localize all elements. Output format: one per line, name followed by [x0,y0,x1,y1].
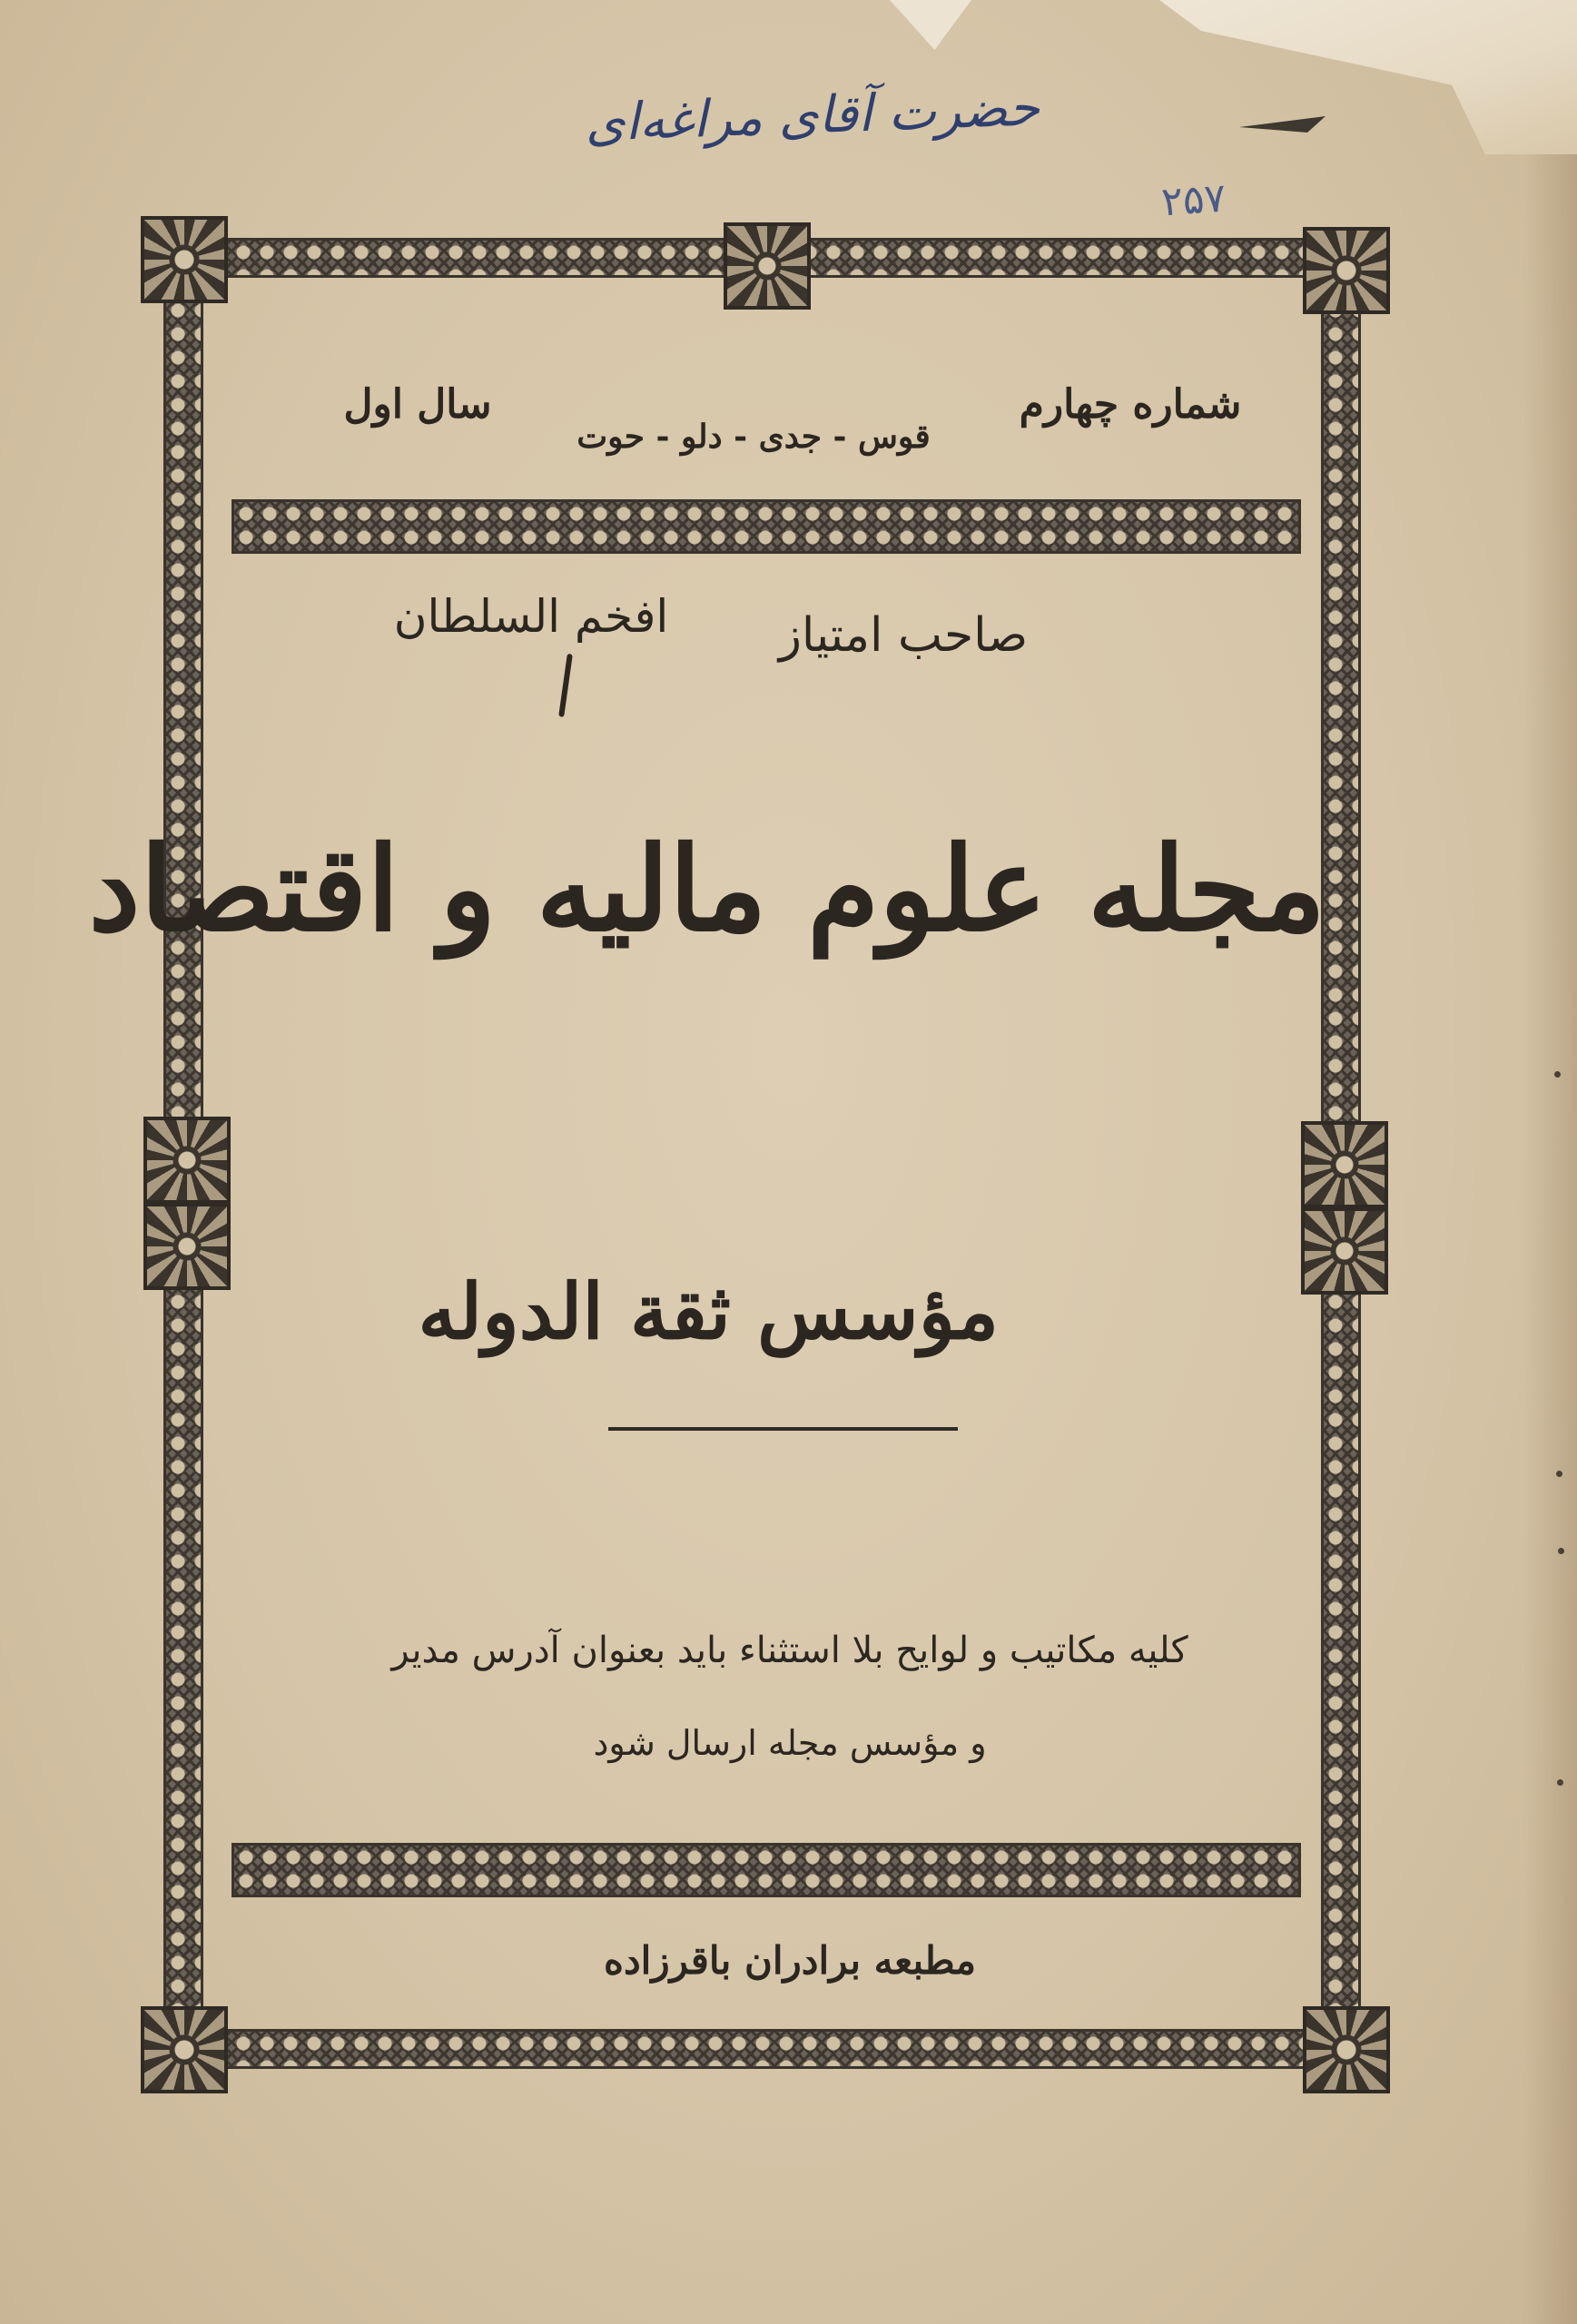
catalog-number: ۲۵۷ [1159,174,1227,226]
frame-corner-ornament [141,216,228,303]
frame-right-ornament [1301,1121,1388,1208]
issue-number: شماره چهارم [1019,381,1242,428]
paper-edge-shadow [1523,0,1577,2324]
correspondence-notice-line-1: کلیه مکاتیب و لوایح بلا استثناء باید بعنوان آدرس مدیر [391,1630,1188,1671]
frame-right-ornament [1301,1207,1388,1295]
frame-bottom-border [182,2029,1375,2069]
correspondence-notice-line-2: و مؤسس مجله ارسال شود [593,1723,987,1763]
issue-months: قوس - جدی - دلو - حوت [577,418,931,456]
frame-top-center-ornament [724,222,811,310]
handwritten-dedication: حضرت آقای مراغه‌ای [584,78,1041,153]
frame-left-ornament [143,1203,231,1290]
founder-underline [608,1427,958,1431]
publication-year: سال اول [343,381,492,428]
pencil-mark-icon [1235,107,1335,143]
frame-corner-ornament [141,2006,228,2093]
binding-hole [1556,1471,1562,1477]
frame-corner-ornament [1303,227,1390,314]
binding-hole [1554,1071,1561,1078]
printer-imprint: مطبعه برادران باقرزاده [603,1938,977,1983]
header-divider-band [232,499,1301,554]
founder-name: مؤسس ثقة الدوله [418,1266,999,1356]
binding-hole [1557,1779,1563,1786]
frame-left-ornament [143,1117,231,1204]
license-holder-label: صاحب امتیاز [778,608,1029,663]
license-holder-name: افخم السلطان [393,590,669,643]
journal-title: مجله علوم مالیه و اقتصاد [88,822,1326,958]
binding-hole [1558,1548,1564,1554]
frame-corner-ornament [1303,2006,1390,2093]
footer-divider-band [232,1843,1301,1897]
